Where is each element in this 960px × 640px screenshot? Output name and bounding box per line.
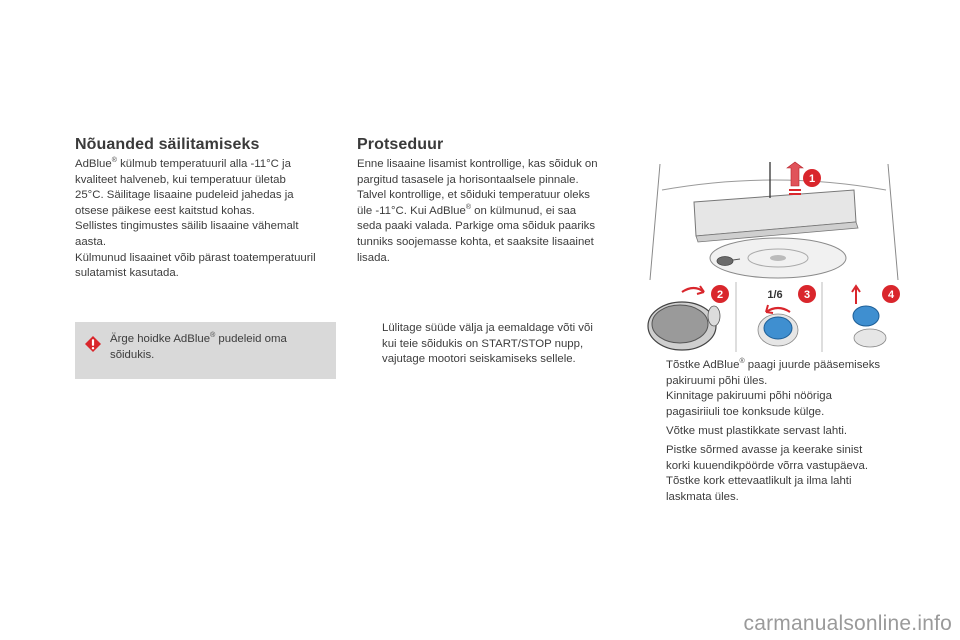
step-badge-1-label: 1 <box>808 173 816 185</box>
registered-mark: ® <box>111 157 117 165</box>
ignition-off-text <box>382 321 593 368</box>
registered-mark: ® <box>465 203 471 211</box>
ignition-off-line: kui teie sõidukis on START/STOP nupp, <box>382 337 584 350</box>
storage-advice-line: sulatamist kasutada. <box>75 267 179 280</box>
storage-advice-heading: Nõuanded säilitamiseks <box>75 136 260 153</box>
storage-advice-line: AdBlue® külmub temperatuuril alla -11°C ja <box>75 157 291 170</box>
procedure-line: seda paaki valada. Parkige oma sõiduk paariks <box>357 220 596 233</box>
procedure-line: lisada. <box>357 251 390 264</box>
procedure-paragraph <box>357 157 598 266</box>
right-step-text <box>666 443 868 474</box>
registered-mark: ® <box>739 358 745 366</box>
step-badge-3-label: 3 <box>803 289 811 301</box>
procedure-line: pargitud tasasele ja horisontaalsele pinnale. <box>357 173 579 186</box>
storage-advice-line: Külmunud lisaainet võib pärast toatemperatuuril <box>75 251 316 264</box>
procedure-line: üle -11°C. Kui AdBlue® on külmunud, ei saa <box>357 203 577 217</box>
right-step-line: Võtke must plastikkate servast lahti. <box>666 425 848 437</box>
storage-advice-line: aasta. <box>75 235 107 248</box>
warning-line: sõidukis. <box>110 348 155 361</box>
warning-text <box>110 332 287 363</box>
step-badge-2-label: 2 <box>716 289 724 301</box>
warning-line: Ärge hoidke AdBlue® pudeleid oma <box>110 332 287 345</box>
watermark: carmanualsonline.info <box>743 612 952 635</box>
cap-removal-illustrations <box>642 282 906 352</box>
warning-box <box>75 322 336 379</box>
storage-advice-paragraph <box>75 157 316 282</box>
storage-advice-line: otsese päikese eest kaitstud kohas. <box>75 204 255 217</box>
procedure-line: tunniks soojemasse kohta, et saaksite lisaainet <box>357 235 594 248</box>
right-step-text <box>666 358 880 420</box>
right-step-line: pagasiriiuli toe konksude külge. <box>666 405 825 418</box>
procedure-line: Talvel kontrollige, et sõiduki temperatuur oleks <box>357 189 590 202</box>
storage-advice-line: kvaliteet halveneb, kui temperatuur ületab <box>75 173 286 186</box>
right-step-text <box>666 424 847 440</box>
right-step-line: pakiruumi põhi üles. <box>666 374 768 387</box>
ignition-off-line: Lülitage süüde välja ja eemaldage võti või <box>382 322 593 334</box>
right-step-line: Pistke sõrmed avasse ja keerake sinist <box>666 444 863 456</box>
right-step-line: laskmata üles. <box>666 490 739 503</box>
rotation-label: 1/6 <box>767 289 783 301</box>
storage-advice-line: 25°C. Säilitage lisaaine pudeleid jahedas ja <box>75 189 294 202</box>
right-step-line: Tõstke kork ettevaatlikult ja ilma lahti <box>666 475 852 487</box>
warning-exclamation-icon <box>84 335 102 353</box>
ignition-off-line: vajutage mootori seiskamiseks sellele. <box>382 353 576 366</box>
right-step-text <box>666 474 852 505</box>
trunk-floor-illustration <box>642 160 906 282</box>
registered-mark: ® <box>210 332 216 340</box>
step-badge-4-label: 4 <box>887 289 895 301</box>
procedure-heading: Protseduur <box>357 136 444 153</box>
storage-advice-line: Sellistes tingimustes säilib lisaaine vähemalt <box>75 220 299 233</box>
right-step-line: Tõstke AdBlue® paagi juurde pääsemiseks <box>666 358 881 371</box>
right-step-line: korki kuuendikpöörde võrra vastupäeva. <box>666 459 868 472</box>
right-step-line: Kinnitage pakiruumi põhi nööriga <box>666 390 832 403</box>
procedure-line: Enne lisaaine lisamist kontrollige, kas sõiduk on <box>357 158 598 170</box>
